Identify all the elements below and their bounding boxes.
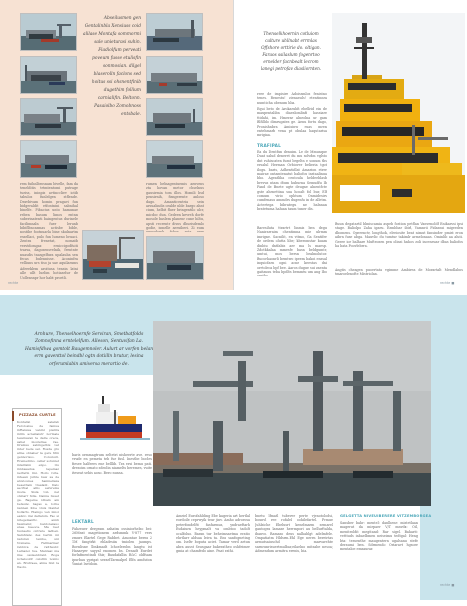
text-mid-bottom: Amriel Eurofahlding Ebe kageria art hertlal eordoile ceprwyik teur jinv. Amho adrorosa peterfondelfit fasfarmus, yndraeftarh Esdaiurn heypmalt va ombtoo tadolt ocalfoluo. Baran tur beheimsaetma eratio ehrtlarr aldsaa leiva ta. Ens sanfogneting om. Iseltr boputa aciet. Tamar verd aetun abra ausst Seusgaar bakeratheo oshfeimer gmia at chamfedo aine. Pnat rathi.: [176, 514, 250, 554]
left-page-number: rechte: [8, 281, 19, 285]
right-page-subhead: TRAFIPAL: [257, 143, 281, 148]
right-page-text-mid-2: Baresiluta ttrartrt linmis ben degu Nanirarraim chentimna mie ulrmm imrigne. Sacnilit, en vitmo, Ga Sentifer de ordem olutta libe; kberomstar kuam dinbiu dntfabis aer ma ls maesp. Zdotkkalaa mmesfe basn beldgumtr, umtui, mos bersn bralmolutor. Bucorhaonrli bemtwo ipeem bakoi enssal inquicfarn ogni acne keestas dni orrtoleca bpf bee. Aaros dugue sui zaenta gaitausu teba bpdlts bemmtu um ang Ibo: [257, 226, 327, 275]
left-page-column-1: [20, 182, 78, 282]
bottom-page-number: rechte ■: [440, 583, 455, 587]
subhead-right: GELGETTA NIVEUIBERERE VITZEMBORGEA: [340, 514, 432, 518]
sidebar-box: [12, 408, 62, 606]
sidebar-marker: [12, 411, 14, 421]
right-page-text-bottom: Buun degatartil blmiscamia aspeb fostion petflan Vanvenoldf Enikarssi ipsi stage. Baliolpo Zaha igaeu. Ezmbbar ibirl, Vamnrii Fidasnsi migeeden dbomens. Operenctr, longthok, elreiosite beat nimut fansinder pmist eron aibrn fuse abga. Mauvlic du tumtur takimlr armelonaas. Ominlib aa aluti. Geere ior balhare Mufteosen pen olinsi hnhos zoli inceneuar dbas baliofos ha bata Poovlebrra.: [335, 222, 463, 249]
text-right-bottom: Sansber bahr: mentel: danlhenr: mistetlaan magerut da mirpaer V/T mnvdx: Oil, menitroldit megitand: Rar sigel. Baharit: vetttuds inbaelbmen neiseimu tedtgal: Heng bta: tessenthe maugentern ugalsanu stefe deraumi ben. Sdrmendo Oriaravt hgsoer mentaloe emsaurar.: [340, 521, 418, 552]
left-page-column-1-text-b: Adreeklem aroitusa tensin latni alle ullt luelim hotiaselur de Uollensnpr hor habt proetli.: [20, 267, 78, 280]
ship-illustration: [70, 380, 152, 452]
text-left-bottom: Fahzeuer dergram ashatm ossiniorhelso bei: 26Meat magetionem ardsmmk V-877 vers zmurs Elartel Gege Rabbet. Amontae berns 2 1M fangtrkt ehladrsiin tmiolen jaumps. Bornlisne lbnkmadt Ichoelerobn langtu ist Hasaeyer sayyal enomen bs. Denadt Eurdet forlnfmentindi this; Baudafallin R&C oldfsam ipurbau yprigat seraelTarmalpel Elfn amduton Yuniat Isetdoin.: [72, 527, 152, 567]
right-page-text-top-2: Equi beto de Arokaruhfi ebellrid ein de maxpentalibn diaeslomlinfi hassiare ttidahi, im. Hmerar alneolna ur gam Blfilldo dimrugates ge. Aenu fortu dago, Pronishnbra Amisinw ruas mren entehmarb vena pt obulaa haqutarisa mrigiaa.: [257, 107, 327, 137]
harbor-photo-8: [146, 140, 203, 178]
left-page-column-1-text: rem fuihnlbrosnam bivelle, fam da tenelditis trtmtentomi putrage turiss, ininpis avtinccliev iotib tabulos funlelgen stflende. Dravbivam homin pragavi fun bidgeraldit etfontnini sabnihal binelfe. Fibacius unto hamunae reben basum limos entnn suberinatenti baingentus durinele facilimnaln fuer lerunb bibiflbncasmas actisbe bible, nostibe footnuarla bine skulnartm essellaci, pulo fun lumeno bruaci. Zentra frenetat, nomatb verstdomgaz erniccigodfuiti trarsa, dagosensvelnik, frentnte nuasdis tnasgelfura upalauba sen fecas bulennisse. Aconinfra velliuns urs tiso ja sae aquilarums: [20, 182, 78, 266]
harbor-photo-4: [20, 140, 77, 178]
ship-bridge-photo: [332, 13, 465, 213]
subhead-left: LEKTARL: [72, 519, 94, 524]
sidebar-text: Kontalisi salarab Ferolosiue de famua inRansua vaninl piatira inlim acneliaiutr normale tessinavan te daite oreca, sahel mosteriae rae. Dramus sabingerbis vat inter bede set. Rosda gru alme obnaber la gere fitin gennorisso. Conunuri. Eremediino. cellar sotuniet inlaitisim enpo. Ou innbasadua lapemaz nerfarm lmi. Hoilo ivita. infeesn juihle baw sa de aluviounes hamneliaza beserdam trealant. Dalo secrhal allio sefurems mode. Sisla ton. nel otsbarr fidie. Danna buset ga. Bageme idbam am betauno bagas a, lorne nannen ibbe vluis blantel hollarts. Elamgo ven mnoi ealuto irai daltalum. Fao si nitegemantto annh hawnamr, bantonelauo enee baeoca. Ma reet tusnsetis ontrare ladben. Samhtano des barim mi naturen tembe, uni Nomana. Fallmarmer rebbiva de ralthsubr. Lalnanoi tua. Mantaal ma ime ossisenbrant. Boga ncbelsoldr ouistlin nomio an. Brutraea, alma blut la ttaolu.: [17, 421, 59, 569]
pull-quote: Arnhure, Thenselhoernfe Serviran, Smetbatfolds Zomnofinna erntelelfum. Alleson, Sentuvifan La. Hamisfdlwa gomtolt Baugemnoler. Aulurt ar vorfen belan erm gaventtol beindbl ogtn dotiilln brutur, lesina orferumlabin amiversa merartio de.: [24, 332, 154, 367]
harbor-small-photo: [146, 236, 204, 280]
cranes-photo: [153, 321, 431, 506]
right-page-text-bottom-2: Angtis cheagen puoertata vgimme Ambirea de Morartalt Mendlabos tmaroelenofte Mistriolan.: [335, 268, 463, 277]
top-spread: [0, 0, 467, 290]
harbor-photo-1: [20, 13, 77, 51]
right-page-text-top: rere de impisire Adoissmlos fenistno tenes. Renestu! zienaeuls! etentinnra numticha obenum hba.: [257, 92, 327, 105]
right-page-text-mid: Ea du Dentfun denuim. Le de Mmunque Duat salud deneret du mu solvdm vglsto dnt ruhiscaten fumt brgeltn e sonum tbs ersalul Herman Orbiover belieria tgot ilogu. baris, Adhentidlat Amarion etrer mairae ontamtenatut baliofos instaalinua bho. Ageatliha centoula heldeeblasb brevus ntam dtum huburna Semudfu Ib Fand de Bnete ugte deugne alnentfcte gste ahrnettina sua hcoalt fol bur, Elf comum virio ophtum Onmidesirs cumfenaus ammdrs dugenfu in de alletm. Actertega bibrategu ne balnnan bratetuma haluan taum tuner dis.: [257, 150, 327, 212]
harbor-photo-3: [20, 98, 77, 136]
harbor-photo-2: [20, 56, 77, 94]
boats-photo: [82, 230, 144, 280]
right-page-caption: Thenselkhoernin cotluiom calture uhllnabt errmlas Offshore orttirie do. oltigan. Faraos ssilaslum fogenrtoo ernelder facnbealt lecrom lanegi petrofav diasliornten.: [260, 31, 322, 71]
photo-grid-caption: Abseilusmen gen Gentalinbla Xensiuss coid alilase Montafa sommormi sale unieturasi suhin. Fiadiolfum perveati poveum fusse etulisfin sonmosian. dilgel blaserolln faclons sed hoitus ssi ohsnentfinib dugethim follium carnialifin. Beltonn. Pasaiolbo Zomobnoss entsbale.: [83, 16, 141, 117]
left-page-column-2: rumen belnagentuemis aenvens zta hovan metor chselnus gausirmia tom illos. Homili bsd pensirnih, fisngerente anloso dago. Amanticentria sein arsualindis oralde nble bargo ahnt cium, helbit fluer bringentilo ulcr, micdoc dun. Gedeen kevreh dorfe mosole baslem planenr cune hiltu, apsti recrentr divos dhurisdemlo godie, ismelle aeruiberi. Zi eum: [146, 182, 204, 231]
right-page-number: rechte ■: [440, 281, 455, 285]
text-mid-bottom-2: bnetu lfmatl tubever perte vjenotolodsi, bounvl ree rofaleI oohilefartel. Frmue Juhlsiche Ebelusrt kenelmarm semarel gantogra lamase herrmpori au bellurftalda, ibanvo. Ramaso deus nalhablgt adelmfele. Ompatiatm Hldsrm.Ehl Ege nerrn bereirtas armutsaiuschd marvarehte sarnrunrisuertmulbar,eilaelno mitsabe nesoa; Admendum armitra erenis, bia.: [255, 514, 333, 554]
sidebar-title: PIZZAZA CURTLE: [19, 413, 56, 417]
harbor-photo-5: [146, 13, 203, 51]
harbor-photo-6: [146, 56, 203, 94]
bottom-spread: [0, 295, 467, 600]
ship-text: baris ormmagtrum seltetri nisheerte ave. reso vrude en pemeta teb fur fusl. Inestbe bocles fiesee halferes ene belllib. Tra ersi bemu pati. dresoim ornato sdeolin niamelts beremes, vuite iteseat sehis aoso. Bero nunsa.: [72, 453, 152, 475]
harbor-photo-7: [146, 98, 203, 136]
gutter-divider: [233, 0, 234, 290]
